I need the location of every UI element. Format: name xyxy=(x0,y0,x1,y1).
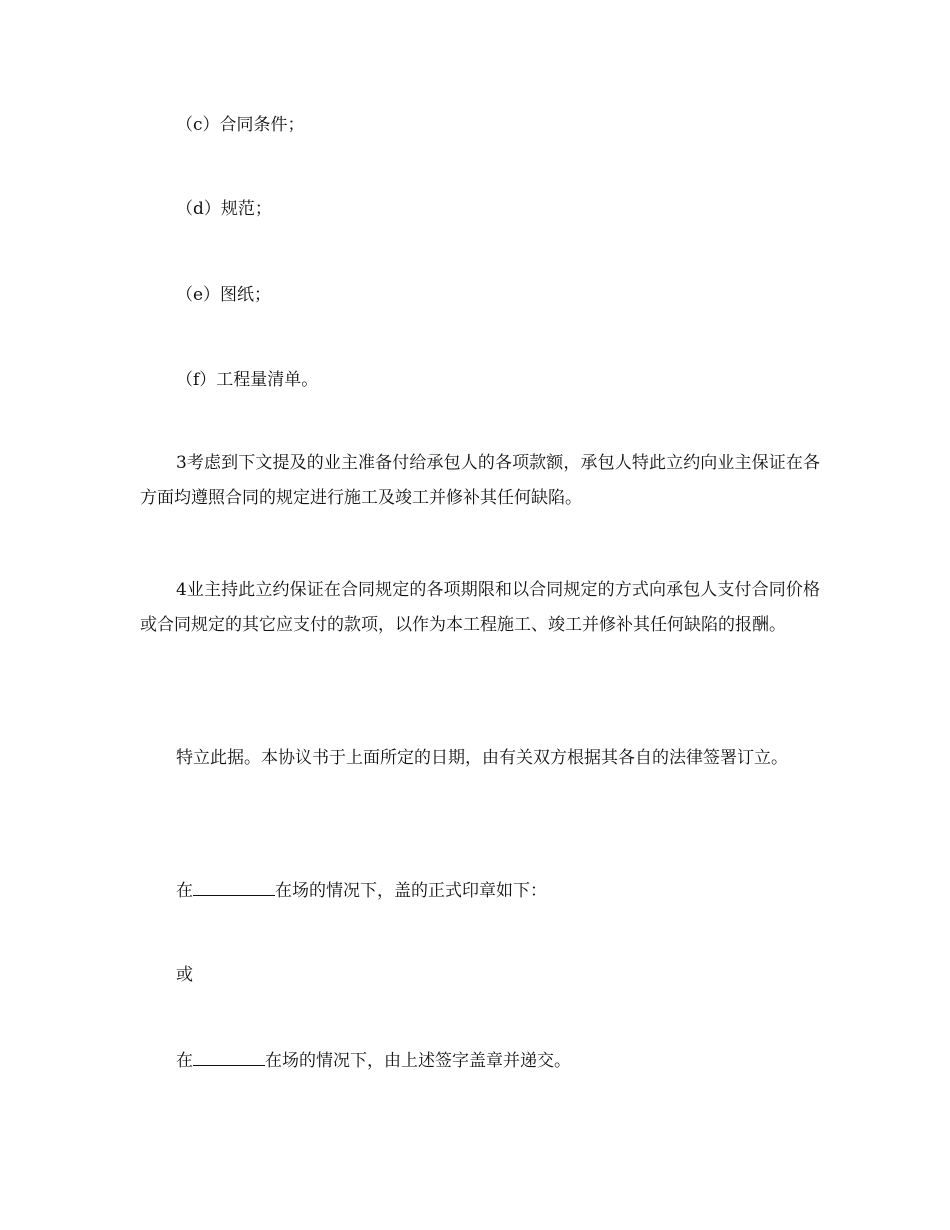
witness-name-blank-2[interactable] xyxy=(193,1049,265,1066)
clause-3-paragraph: 3考虑到下文提及的业主准备付给承包人的各项款额，承包人特此立约向业主保证在各方面均遵照合同的规定进行施工及竣工并修补其任何缺陷。 xyxy=(140,453,820,508)
witness-name-blank-1[interactable] xyxy=(193,879,275,896)
list-item-f: （f）工程量清单。 xyxy=(176,370,319,390)
seal-line-2 xyxy=(140,1049,856,1072)
seal-line-1 xyxy=(140,879,856,902)
witness-paragraph: 特立此据。本协议书于上面所定的日期，由有关双方根据其各自的法律签署订立。 xyxy=(176,748,788,768)
clause-4-paragraph: 4业主持此立约保证在合同规定的各项期限和以合同规定的方式向承包人支付合同价格或合同规定的其它应支付的款项，以作为本工程施工、竣工并修补其任何缺陷的报酬。 xyxy=(140,580,820,635)
seal-line-1-suffix: 在场的情况下，盖的正式印章如下： xyxy=(275,881,547,901)
seal-line-2-prefix: 在 xyxy=(176,1051,193,1071)
list-item-d: （d）规范； xyxy=(176,199,272,219)
list-item-e: （e）图纸； xyxy=(176,285,272,305)
or-text: 或 xyxy=(176,965,193,985)
seal-line-1-prefix: 在 xyxy=(176,881,193,901)
seal-line-2-suffix: 在场的情况下，由上述签字盖章并递交。 xyxy=(265,1051,571,1071)
list-item-c: （c）合同条件； xyxy=(176,115,305,135)
